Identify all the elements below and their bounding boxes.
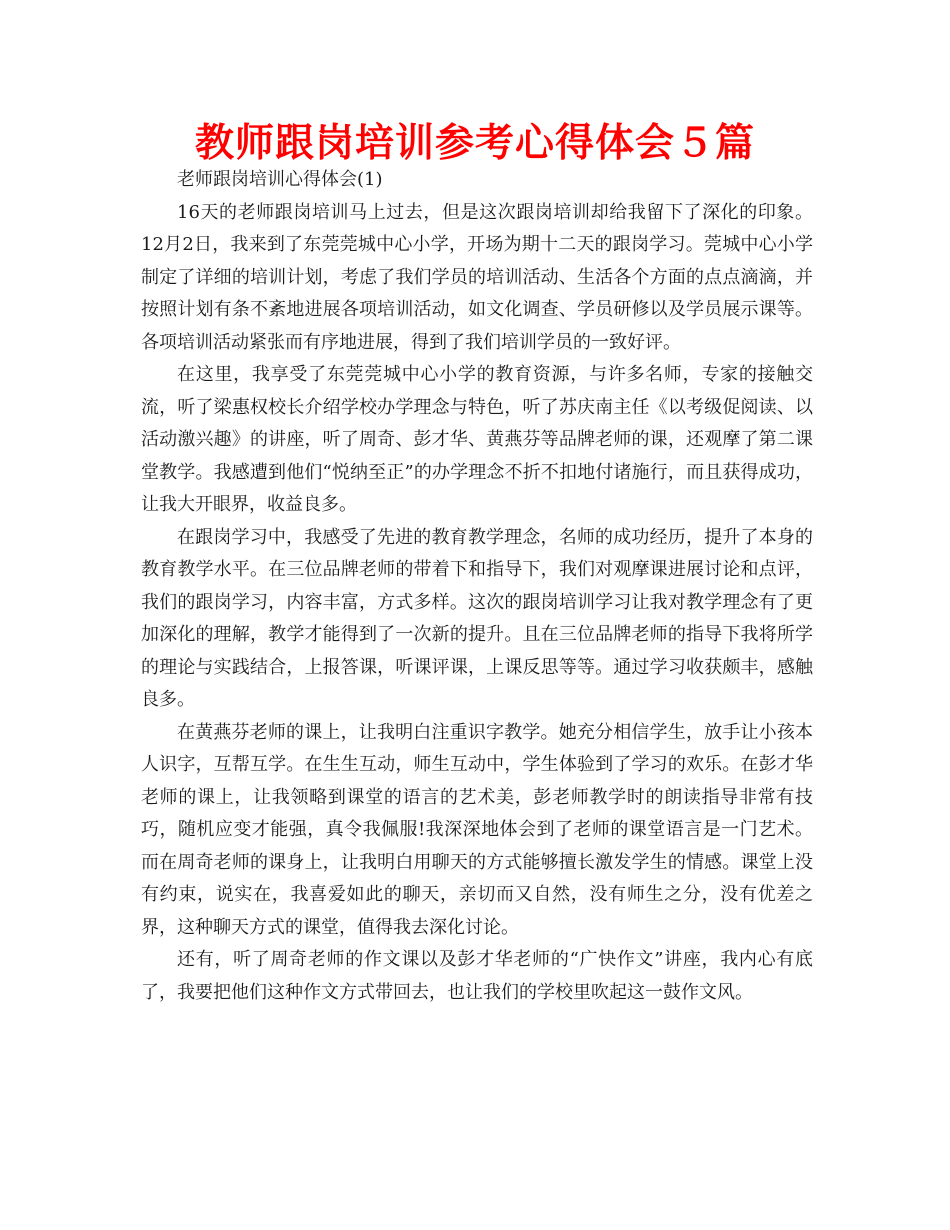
document-title: 教师跟岗培训参考心得体会５篇 [194,121,755,166]
paragraph-3: 在跟岗学习中，我感受了先进的教育教学理念，名师的成功经历，提升了本身的教育教学水平。在三位品牌老师的带着下和指导下，我们对观摩课进展讨论和点评，我们的跟岗学习，内容丰富，方式多样。这次的跟岗培训学习让我对教学理念有了更加深化的理解，教学才能得到了一次新的提升。且在三位品牌老师的指导下我将所学的理论与实践结合，上报答课，听课评课，上课反思等等。通过学习收获颇丰，感触良多。 [141,526,813,710]
paragraph-4: 在黄燕芬老师的课上，让我明白注重识字教学。她充分相信学生，放手让小孩本人识字，互帮互学。在生生互动，师生互动中，学生体验到了学习的欢乐。在彭才华老师的课上，让我领略到课堂的语言的艺术美，彭老师教学时的朗读指导非常有技巧，随机应变才能强，真令我佩服!我深深地体会到了老师的课堂语言是一门艺术。而在周奇老师的课身上，让我明白用聊天的方式能够擅长激发学生的情感。课堂上没有约束，说实在，我喜爱如此的聊天，亲切而又自然，没有师生之分，没有优差之界，这种聊天方式的课堂，值得我去深化讨论。 [141,721,813,938]
paragraph-5: 还有，听了周奇老师的作文课以及彭才华老师的“广快作文”讲座，我内心有底了，我要把他们这种作文方式带回去，也让我们的学校里吹起这一鼓作文风。 [141,949,813,1003]
document-body [141,164,813,1009]
paragraph-2: 在这里，我享受了东莞莞城中心小学的教育资源，与许多名师，专家的接触交流，听了梁惠权校长介绍学校办学理念与特色，听了苏庆南主任《以考级促阅读、以活动激兴趣》的讲座，听了周奇、彭才华、黄燕芬等品牌老师的课，还观摩了第二课堂教学。我感遭到他们“悦纳至正”的办学理念不折不扣地付诸施行，而且获得成功，让我大开眼界，收益良多。 [141,364,813,515]
section-heading: 老师跟岗培训心得体会(1) [177,169,383,190]
paragraph-1: 16天的老师跟岗培训马上过去，但是这次跟岗培训却给我留下了深化的印象。12月2日，我来到了东莞莞城中心小学，开场为期十二天的跟岗学习。莞城中心小学制定了详细的培训计划，考虑了我们学员的培训活动、生活各个方面的点点滴滴，并按照计划有条不紊地进展各项培训活动，如文化调查、学员研修以及学员展示课等。各项培训活动紧张而有序地进展，得到了我们培训学员的一致好评。 [141,201,813,353]
